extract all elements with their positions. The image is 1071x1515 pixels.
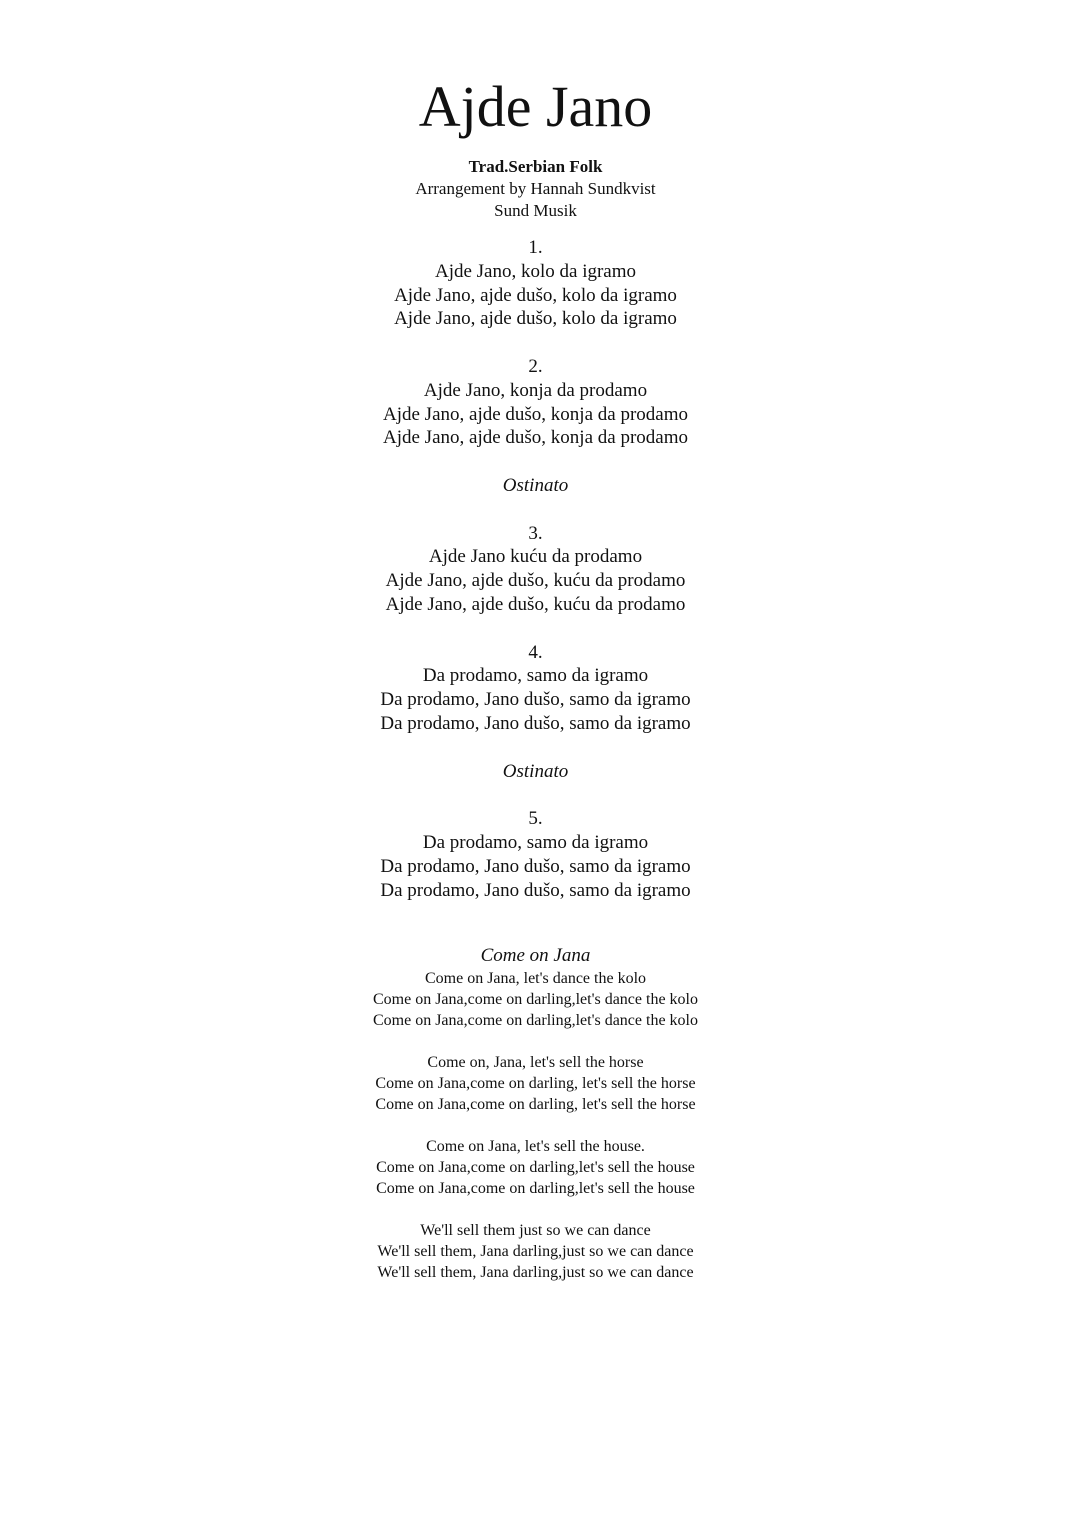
verse-line: Ajde Jano, kolo da igramo <box>434 260 637 282</box>
arrangement-credit: Arrangement by Hannah Sundkvist <box>415 179 656 198</box>
verse-line: Ajde Jano kuću da prodamo <box>428 546 643 568</box>
verse-number: 5. <box>528 808 543 830</box>
verse-2 <box>0 355 1071 450</box>
verse-number: 2. <box>528 355 543 377</box>
translation-stanza-2 <box>0 1052 1071 1115</box>
song-title: Ajde Jano <box>418 74 653 139</box>
translation-stanza-1 <box>0 968 1071 1031</box>
ostinato-label: Ostinato <box>502 760 569 782</box>
verse-number: 3. <box>528 522 543 544</box>
translation-stanza-4 <box>0 1220 1071 1283</box>
translation-line: Come on Jana, let's dance the kolo <box>424 970 647 987</box>
verse-5 <box>0 807 1071 902</box>
verse-line: Da prodamo, samo da igramo <box>422 665 649 687</box>
verse-line: Ajde Jano, ajde dušo, konja da prodamo <box>383 427 688 449</box>
verse-line: Da prodamo, Jano dušo, samo da igramo <box>380 712 691 734</box>
translation-line: Come on Jana, let's sell the house. <box>426 1138 645 1155</box>
translation-body <box>0 968 1071 1283</box>
verse-3 <box>0 522 1071 617</box>
translation-line: Come on Jana,come on darling, let's sell the horse <box>375 1096 696 1113</box>
verse-line: Ajde Jano, ajde dušo, kolo da igramo <box>394 284 677 306</box>
verse-number: 4. <box>528 641 543 663</box>
verse-1 <box>0 236 1071 331</box>
translation-line: Come on, Jana, let's sell the horse <box>427 1054 644 1071</box>
verse-line: Da prodamo, Jano dušo, samo da igramo <box>380 689 691 711</box>
verse-line: Ajde Jano, ajde dušo, kuću da prodamo <box>385 570 686 592</box>
credits-block <box>0 156 1071 222</box>
translation-line: We'll sell them, Jana darling,just so we can dance <box>377 1243 694 1260</box>
verse-line: Da prodamo, samo da igramo <box>422 831 649 853</box>
verse-line: Ajde Jano, konja da prodamo <box>423 379 648 401</box>
translation-line: We'll sell them just so we can dance <box>420 1222 651 1239</box>
verse-line: Ajde Jano, ajde dušo, konja da prodamo <box>383 403 688 425</box>
translation-stanza-3 <box>0 1136 1071 1199</box>
verse-line: Ajde Jano, ajde dušo, kuću da prodamo <box>385 593 686 615</box>
verse-number: 1. <box>528 237 543 258</box>
translation-line: Come on Jana,come on darling, let's sell the horse <box>375 1075 696 1092</box>
publisher-credit: Sund Musik <box>494 201 577 220</box>
composer-credit: Trad.Serbian Folk <box>468 157 603 176</box>
verse-4 <box>0 641 1071 736</box>
translation-line: Come on Jana,come on darling,let's sell the house <box>376 1159 695 1176</box>
verse-line: Da prodamo, Jano dušo, samo da igramo <box>380 855 691 877</box>
english-translation <box>0 944 1071 1283</box>
translation-line: Come on Jana,come on darling,let's sell the house <box>376 1180 695 1197</box>
translation-line: Come on Jana,come on darling,let's dance the kolo <box>372 1012 698 1029</box>
original-lyrics <box>0 236 1071 902</box>
translation-line: We'll sell them, Jana darling,just so we can dance <box>377 1264 694 1281</box>
ostinato-label: Ostinato <box>502 474 569 496</box>
translation-line: Come on Jana,come on darling,let's dance the kolo <box>372 991 698 1008</box>
translation-title: Come on Jana <box>480 945 591 966</box>
verse-line: Da prodamo, Jano dušo, samo da igramo <box>380 879 691 901</box>
verse-line: Ajde Jano, ajde dušo, kolo da igramo <box>394 308 677 330</box>
